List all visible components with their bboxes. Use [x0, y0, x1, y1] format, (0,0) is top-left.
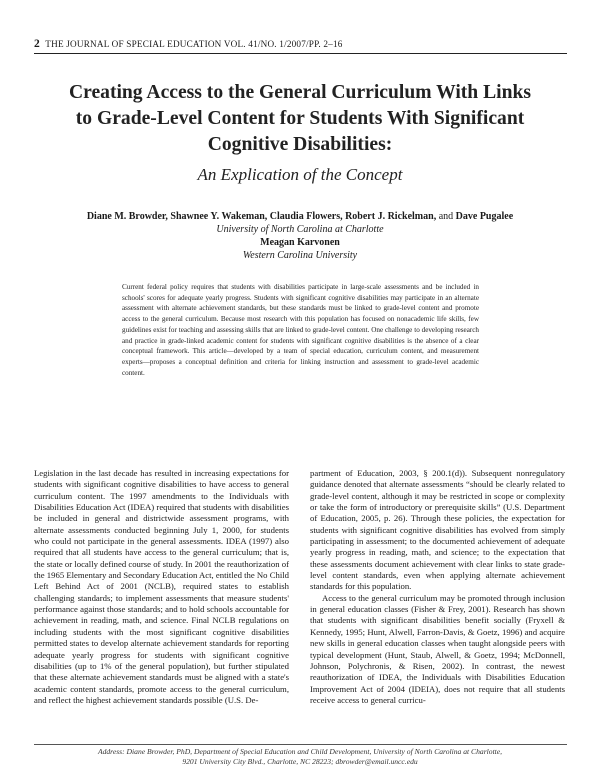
- footer-line: Address: Diane Browder, PhD, Department of Special Education and Child Development, University of North Carolina at Charlotte,: [97, 747, 503, 756]
- page-number: 2: [34, 38, 40, 50]
- author-last-name: Dave Pugalee: [455, 211, 514, 222]
- title-line: to Grade-Level Content for Students With Significant: [75, 108, 525, 129]
- article-subtitle: An Explication of the Concept: [197, 165, 403, 184]
- correspondence-footer: [40, 747, 560, 767]
- author-conjunction: and: [438, 211, 454, 222]
- author-names: Diane M. Browder, Shawnee Y. Wakeman, Claudia Flowers, Robert J. Rickelman,: [86, 211, 437, 222]
- journal-citation: THE JOURNAL OF SPECIAL EDUCATION VOL. 41/NO. 1/2007/PP. 2–16: [45, 39, 343, 49]
- running-head: [34, 38, 574, 50]
- body-paragraph: Access to the general curriculum may be promoted through inclusion in general education classes (Fisher & Frey, 2001). Research has shown that students with significant disabilities benefit socially (Fryxell & Kennedy, 1995; Hunt, Alwell, Farron-Davis, & Goetz, 1996) and acquire new skills in general education classes when taught alongside peers with typical development (Hunt, Staub, Alwell, & Goetz, 1994; McDonnell, Johnson, Polychronis, & Risen, 2002). In contrast, the newest reauthorization of IDEA, the Individuals with Disabilities Education Improvement Act of 2004 (IDEIA), does not require that all students receive access to general curricu-: [310, 592, 565, 705]
- author-name-second-group: Meagan Karvonen: [260, 237, 340, 248]
- abstract: Current federal policy requires that students with disabilities participate in large-scale assessments and be included in schools' scores for adequate yearly progress. Students with significant cognitive disabilities may participate in an alternate assessment with alternate achievement standards, but these standards must be linked to grade-level content and promote access to the general curriculum. Because most research with this population has focused on nonacademic life skills, few guidelines exist for teaching and assessing skills that are linked to grade-level content. One challenge to developing research and practice in grade-linked academic content for students with significant cognitive disabilities is the absence of a clear conceptual framework. This article—developed by a team of special education, curriculum content, and measurement experts—proposes a conceptual definition and criteria for linking instruction and assessment to grade-level academic content.: [122, 283, 479, 377]
- author-block: [30, 210, 570, 262]
- footer-rule: [34, 744, 567, 745]
- title-line: Creating Access to the General Curriculum With Links: [68, 82, 532, 103]
- body-paragraph: Legislation in the last decade has resulted in increasing expectations for students with significant cognitive disabilities to have access to general curriculum content. The 1997 amendments to the Individuals with Disabilities Education Act (IDEA) required that students with disabilities be included in general and districtwide assessment programs, with alternate assessments conducted beginning July 1, 2000, for students who could not participate in the general assessments. IDEA (1997) also required that all students have access to the general curriculum; that is, the state or locally defined course of study. In 2001 the reauthorization of the 1965 Elementary and Secondary Education Act, entitled the No Child Left Behind Act of 2001 (NCLB), required states to establish challenging standards; to implement assessments that measure students' performance against those standards; and to hold schools accountable for achievement in reading, math, and science. Final NCLB regulations on including students with the most significant cognitive disabilities permitted states to develop alternate achievement standards for reporting adequate yearly progress for students with significant cognitive disabilities (up to 1% of the general population), but further stipulated that these alternate achievement standards must be aligned with a state's academic content standards, promote access to the general curriculum, and reflect the highest achievement standards possible (U.S. De-: [34, 468, 290, 705]
- footer-line: 9201 University City Blvd., Charlotte, NC 28223; dbrowder@email.uncc.edu: [182, 757, 418, 766]
- article-title: [30, 80, 570, 158]
- body-column-right: [310, 468, 565, 706]
- title-line: Cognitive Disabilities:: [207, 134, 393, 155]
- header-rule: [34, 53, 567, 54]
- author-affiliation-second: Western Carolina University: [242, 250, 358, 261]
- body-column-left: [34, 468, 289, 706]
- body-paragraph: partment of Education, 2003, § 200.1(d)). Subsequent nonregulatory guidance denoted that alternate assessments “should be clearly related to grade-level content, although it may be restricted in scope or complexity or take the form of introductory or prerequisite skills” (U.S. Department of Education, 2005, p. 26). Through these policies, the expectation for students with significant cognitive disabilities has evolved from simply participating in assessment; to the documented achievement of adequate yearly progress in reading, math, and science; to the expectation that these assessments document achievement with clear links to state grade-level content standards, even when applying alternate achievement standards for this population.: [310, 468, 565, 592]
- author-affiliation: University of North Carolina at Charlotte: [216, 224, 384, 235]
